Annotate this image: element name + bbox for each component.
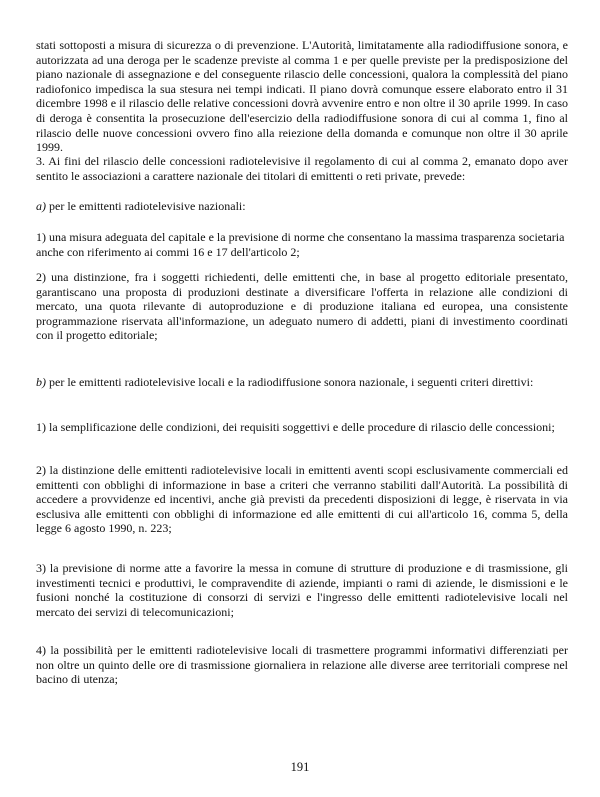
paragraph-comma-3: 3. Ai fini del rilascio delle concessioni radiotelevisive il regolamento di cui al comma 2, emanato dopo aver sentito le associazioni a carattere nazionale dei titolari di emittenti o reti private, prevede:	[36, 154, 568, 183]
item-b-1: 1) la semplificazione delle condizioni, dei requisiti soggettivi e delle procedure di rilascio delle concessioni;	[36, 420, 555, 434]
item-a-2: 2) una distinzione, fra i soggetti richiedenti, delle emittenti che, in base al progetto editoriale presentato, garantiscano una proposta di produzioni destinate a diversificare l'offerta in relazione alle condizioni di mercato, una quota rilevante di autoproduzione e di produzione italiana ed europea, una consistente programmazione riservata all'informazione, un adeguato numero di addetti, piani di investimento coordinati con il progetto editoriale;	[36, 270, 568, 343]
item-b-3: 3) la previsione di norme atte a favorire la messa in comune di strutture di produzione e di trasmissione, gli investimenti tecnici e produttivi, le compravendite di aziende, impianti o rami di aziende, le dismissioni e le fusioni nonché la costituzione di consorzi di servizi e l'ingresso delle emittenti radiotelevisive locali nel mercato dei servizi di telecomunicazioni;	[36, 561, 568, 619]
item-b-4: 4) la possibilità per le emittenti radiotelevisive locali di trasmettere programmi informativi differenziati per non oltre un quinto delle ore di trasmissione giornaliera in relazione alle diverse aree territoriali comprese nel bacino di utenza;	[36, 643, 568, 687]
item-b-heading	[36, 375, 568, 390]
item-b-marker: b)	[36, 375, 46, 389]
item-a-marker: a)	[36, 199, 46, 213]
item-a-1: 1) una misura adeguata del capitale e la previsione di norme che consentano la massima trasparenza societaria anche con riferimento ai commi 16 e 17 dell'articolo 2;	[36, 230, 565, 259]
item-b-2: 2) la distinzione delle emittenti radiotelevisive locali in emittenti aventi scopi esclusivamente commerciali ed emittenti con obblighi di informazione in base a criteri che verranno stabiliti dall'Autorità. La possibilità di accedere a provvidenze ed incentivi, anche già previsti da precedenti disposizioni di legge, è riservata in via esclusiva alle emittenti con obblighi di informazione ed alle emittenti di cui all'articolo 16, comma 5, della legge 6 agosto 1990, n. 223;	[36, 463, 568, 536]
item-a-heading	[36, 199, 568, 214]
item-b-text: per le emittenti radiotelevisive locali e la radiodiffusione sonora nazionale, i seguenti criteri direttivi:	[46, 375, 534, 389]
item-a-text: per le emittenti radiotelevisive nazionali:	[46, 199, 246, 213]
paragraph-deroga: stati sottoposti a misura di sicurezza o di prevenzione. L'Autorità, limitatamente alla radiodiffusione sonora, e autorizzata ad una deroga per le scadenze previste al comma 1 e per quelle previste per la predisposizione del piano nazionale di assegnazione e del conseguente rilascio delle concessioni, qualora la complessità del piano radiofonico impedisca la sua stesura nei tempi indicati. Il piano dovrà comunque essere elaborato entro il 31 dicembre 1998 e il rilascio delle relative concessioni dovrà avvenire entro e non oltre il 30 aprile 1999. In caso di deroga è consentita la prosecuzione dell'esercizio della radiodiffusione sonora di cui al comma 1, fino al rilascio delle nuove concessioni ovvero fino alla reiezione della domanda e comunque non oltre il 30 aprile 1999.	[36, 38, 568, 155]
page-number: 191	[290, 760, 310, 774]
